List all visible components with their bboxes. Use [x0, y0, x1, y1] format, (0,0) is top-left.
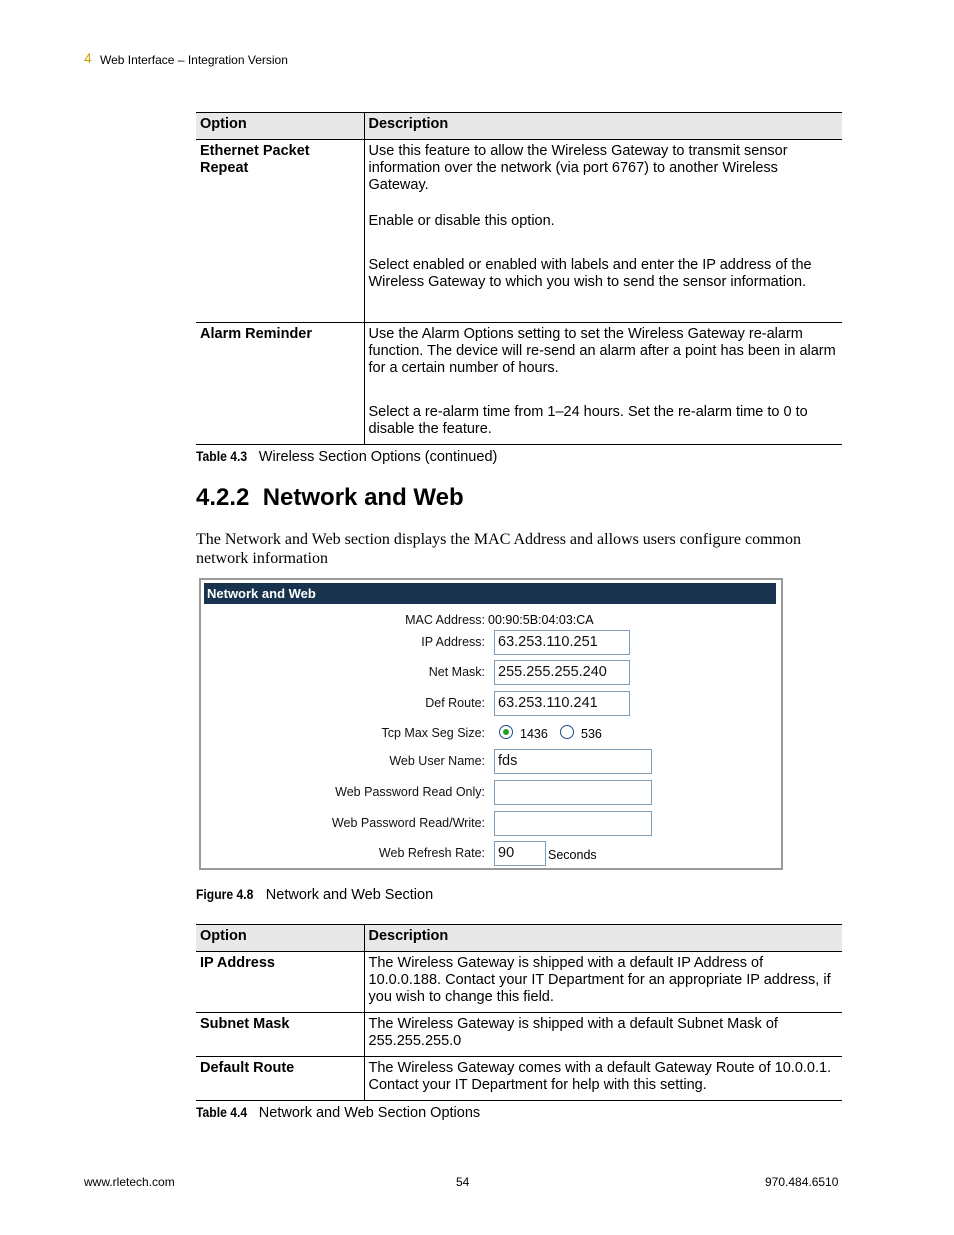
- radio-536[interactable]: [560, 725, 574, 739]
- section-intro: The Network and Web section displays the MAC Address and allows users configure common network information: [196, 531, 801, 567]
- column-header-description: Description: [364, 113, 842, 140]
- description-paragraph: Use the Alarm Options setting to set the Wireless Gateway re-alarm function. The device will re-send an alarm after a point has been in alarm for a certain number of hours.: [368, 326, 836, 376]
- description-paragraph: Use this feature to allow the Wireless Gateway to transmit sensor information over the network (via port 6767) to another Wireless Gateway.: [368, 143, 788, 193]
- footer-phone: 970.484.6510: [765, 1175, 839, 1189]
- table-header-row: [196, 113, 842, 140]
- table-wireless-options: [196, 112, 842, 445]
- option-name: Subnet Mask: [196, 1013, 364, 1057]
- column-header-option: Option: [196, 113, 364, 140]
- table-header-row: [196, 925, 842, 952]
- web-refresh-rate-label: Web Refresh Rate:: [378, 846, 485, 860]
- radio-536-label: 536: [581, 727, 602, 741]
- net-mask-input[interactable]: 255.255.255.240: [494, 660, 630, 685]
- option-description: The Wireless Gateway is shipped with a default IP Address of 10.0.0.188. Contact your IT Department for an appropriate IP address, if you wish to change this field.: [364, 952, 842, 1013]
- ip-address-input[interactable]: 63.253.110.251: [494, 630, 630, 655]
- web-password-ro-label: Web Password Read Only:: [335, 785, 485, 799]
- panel-title: Network and Web: [204, 583, 776, 604]
- chapter-number: 4: [84, 50, 92, 66]
- chapter-title: Web Interface – Integration Version: [100, 53, 288, 67]
- def-route-row: [201, 691, 781, 717]
- mac-address-label: MAC Address:: [405, 613, 485, 627]
- table-caption: [196, 1105, 480, 1121]
- option-name: IP Address: [196, 952, 364, 1013]
- description-paragraph: Enable or disable this option.: [368, 213, 555, 229]
- net-mask-label: Net Mask:: [428, 665, 485, 679]
- caption-text: Network and Web Section: [265, 887, 434, 903]
- option-description: [364, 323, 842, 445]
- def-route-label: Def Route:: [425, 696, 485, 710]
- radio-1436-label: 1436: [520, 727, 548, 741]
- web-password-rw-input[interactable]: [494, 811, 652, 836]
- web-password-ro-input[interactable]: [494, 780, 652, 805]
- table-row: [196, 1057, 842, 1101]
- figure-caption: [196, 887, 433, 903]
- table-row: [196, 323, 842, 445]
- section-heading: 4.2.2 Network and Web: [196, 484, 464, 511]
- web-user-name-row: [201, 749, 781, 775]
- description-paragraph: Select a re-alarm time from 1–24 hours. Set the re-alarm time to 0 to disable the feature.: [368, 404, 808, 437]
- caption-label: Figure 4.8: [196, 887, 254, 902]
- net-mask-row: [201, 660, 781, 686]
- caption-label: Table 4.4: [196, 1105, 248, 1120]
- def-route-input[interactable]: 63.253.110.241: [494, 691, 630, 716]
- web-password-ro-row: [201, 780, 781, 806]
- caption-label: Table 4.3: [196, 449, 248, 464]
- caption-text: Network and Web Section Options: [258, 1105, 481, 1121]
- table-row: [196, 1013, 842, 1057]
- mac-address-value: 00:90:5B:04:03:CA: [488, 613, 594, 627]
- radio-selected-dot: [503, 729, 509, 735]
- radio-1436[interactable]: [499, 725, 513, 739]
- option-description: [364, 140, 842, 323]
- web-password-rw-row: [201, 811, 781, 837]
- column-header-option: Option: [196, 925, 364, 952]
- tcp-max-seg-row: [201, 721, 781, 747]
- web-refresh-rate-input[interactable]: 90: [494, 841, 546, 866]
- ip-address-row: [201, 630, 781, 656]
- table-row: [196, 952, 842, 1013]
- refresh-unit-label: Seconds: [548, 848, 597, 862]
- option-description: The Wireless Gateway is shipped with a default Subnet Mask of 255.255.255.0: [364, 1013, 842, 1057]
- web-password-rw-label: Web Password Read/Write:: [331, 816, 485, 830]
- column-header-description: Description: [364, 925, 842, 952]
- option-name: Alarm Reminder: [196, 323, 364, 445]
- caption-text: Wireless Section Options (continued): [258, 449, 498, 465]
- table-network-options: [196, 924, 842, 1101]
- option-name: Ethernet Packet Repeat: [196, 140, 364, 323]
- tcp-max-seg-label: Tcp Max Seg Size:: [381, 726, 485, 740]
- table-caption: [196, 449, 497, 465]
- web-refresh-rate-row: [201, 841, 781, 867]
- network-web-panel: [199, 578, 783, 870]
- table-row: [196, 140, 842, 323]
- ip-address-label: IP Address:: [421, 635, 485, 649]
- footer-page-number: 54: [456, 1175, 470, 1189]
- description-paragraph: Select enabled or enabled with labels and enter the IP address of the Wireless Gateway to which you wish to send the sensor information.: [368, 257, 812, 290]
- option-name: Default Route: [196, 1057, 364, 1101]
- web-user-name-label: Web User Name:: [389, 754, 485, 768]
- footer-website: www.rletech.com: [84, 1175, 175, 1189]
- web-user-name-input[interactable]: fds: [494, 749, 652, 774]
- option-description: The Wireless Gateway comes with a default Gateway Route of 10.0.0.1. Contact your IT Department for help with this setting.: [364, 1057, 842, 1101]
